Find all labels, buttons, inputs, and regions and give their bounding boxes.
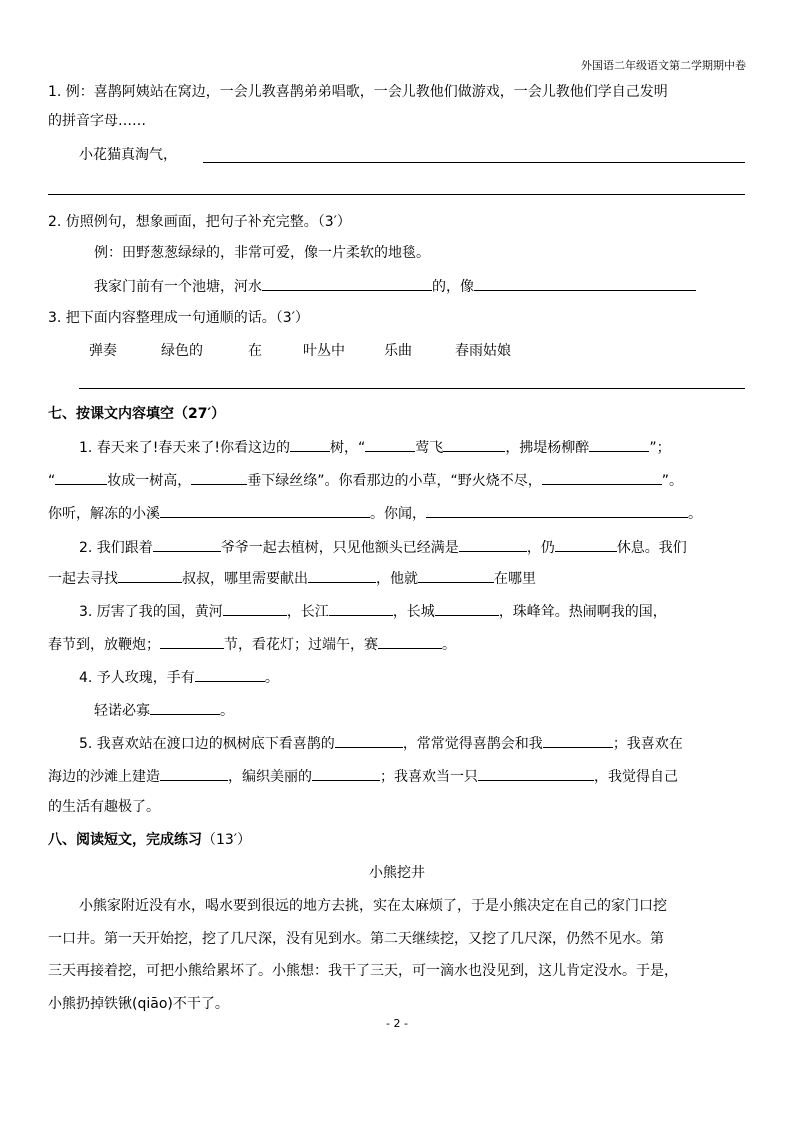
- s7-2-text: ，他就: [376, 571, 418, 587]
- s7-1-text: 你听，解冻的小溪: [48, 506, 160, 522]
- s7-5-text: 海边的沙滩上建造: [48, 769, 160, 785]
- page-number: - 2 -: [386, 1017, 408, 1030]
- q1-answer-line-1[interactable]: [203, 162, 745, 163]
- s7-item-1-line-3: [48, 503, 702, 524]
- s7-3-text: 节，看花灯；过端午，赛: [224, 637, 378, 653]
- s7-1-blank[interactable]: [426, 503, 688, 518]
- s7-1-text: 。你闻，: [370, 506, 426, 522]
- q3-word: 在: [248, 343, 262, 359]
- s7-item-4-line-2: [94, 700, 234, 721]
- s7-item-2-line-2: [48, 568, 536, 589]
- s7-2-text: 在哪里: [494, 571, 536, 587]
- s7-1-text: 垂下绿丝绦”。你看那边的小草，“野火烧不尽，: [247, 473, 542, 489]
- s7-1-text: 。: [688, 506, 702, 522]
- s7-5-text: ；我喜欢当一只: [380, 769, 478, 785]
- s7-1-blank[interactable]: [290, 437, 330, 452]
- s7-1-text: 莺飞: [415, 440, 444, 456]
- s7-5-text: ，常常觉得喜鹊会和我: [402, 736, 543, 752]
- s7-5-blank[interactable]: [335, 733, 403, 748]
- s7-5-text: ，编织美丽的: [228, 769, 312, 785]
- s7-2-blank[interactable]: [153, 537, 221, 552]
- s7-item-3-line-2: [48, 634, 456, 655]
- story-paragraph-line: 三天再接着挖，可把小熊给累坏了。小熊想：我干了三天，可一滴水也没见到，这儿肯定没水。于是，: [48, 963, 678, 979]
- s7-1-blank[interactable]: [160, 503, 370, 518]
- q3-word: 乐曲: [384, 343, 412, 359]
- s7-1-blank[interactable]: [589, 437, 649, 452]
- s7-3-blank[interactable]: [160, 634, 224, 649]
- story-paragraph-line: 小熊扔掉铁锹(qiāo)不干了。: [48, 996, 229, 1012]
- s7-2-text: 一起去寻找: [48, 571, 118, 587]
- s7-2-blank[interactable]: [308, 568, 376, 583]
- s7-2-blank[interactable]: [555, 537, 617, 552]
- s7-2-text: 爷爷一起去植树，只见他额头已经满是: [220, 540, 459, 556]
- s7-5-text: 5. 我喜欢站在渡口边的枫树底下看喜鹊的: [79, 736, 335, 752]
- q1-answer-line-2[interactable]: [48, 194, 745, 195]
- s7-4-blank[interactable]: [150, 700, 220, 715]
- s7-5-blank[interactable]: [543, 733, 613, 748]
- s7-3-text: 。: [442, 637, 456, 653]
- q3-title: 3. 把下面内容整理成一句通顺的话。（3′）: [48, 310, 309, 326]
- s7-3-blank[interactable]: [378, 634, 442, 649]
- q1-example-line-2: 的拼音字母……: [48, 113, 146, 129]
- s7-1-blank[interactable]: [542, 470, 662, 485]
- q2-text-a: 我家门前有一个池塘，河水: [94, 279, 262, 295]
- s7-item-1-line-1: [79, 437, 671, 458]
- s7-1-text: ”。: [661, 473, 684, 489]
- s7-1-text: 1. 春天来了!春天来了!你看这边的: [79, 440, 291, 456]
- section-8-title: 八、阅读短文，完成练习: [48, 832, 202, 848]
- q3-word: 弹奏: [89, 343, 117, 359]
- section-7-title: 七、按课文内容填空（27′）: [48, 406, 226, 422]
- q1-example-line-1: 1. 例：喜鹊阿姨站在窝边，一会儿教喜鹊弟弟唱歌，一会儿教他们做游戏，一会儿教他们学自己发明: [48, 84, 668, 100]
- s7-2-text: 休息。我们: [616, 540, 687, 556]
- s7-5-text: ；我喜欢在: [612, 736, 683, 752]
- s7-4-text: 轻诺必寡: [94, 703, 150, 719]
- s7-5-blank[interactable]: [160, 766, 228, 781]
- q3-word: 绿色的: [161, 343, 203, 359]
- story-paragraph-line: 小熊家附近没有水，喝水要到很远的地方去挑，实在太麻烦了，于是小熊决定在自己的家门口挖: [79, 898, 667, 914]
- s7-1-blank[interactable]: [191, 470, 247, 485]
- s7-item-4-line-1: [79, 667, 279, 688]
- s7-2-text: 叔叔，哪里需要献出: [182, 571, 308, 587]
- s7-item-5-line-1: [79, 733, 683, 754]
- q3-answer-line[interactable]: [79, 388, 745, 389]
- s7-2-text: ，仍: [526, 540, 555, 556]
- s7-5-blank[interactable]: [478, 766, 594, 781]
- q2-title: 2. 仿照例句，想象画面，把句子补充完整。（3′）: [48, 214, 351, 230]
- s7-1-blank[interactable]: [365, 437, 415, 452]
- q2-text-b: 的，像: [432, 279, 474, 295]
- s7-item-3-line-1: [79, 601, 667, 622]
- story-title: 小熊挖井: [369, 865, 425, 881]
- s7-1-text: “: [48, 473, 56, 489]
- page-header: 外国语二年级语文第二学期期中卷: [581, 59, 746, 72]
- s7-3-text: 春节到，放鞭炮；: [48, 637, 160, 653]
- s7-1-text: 妆成一树高，: [107, 473, 192, 489]
- s7-3-blank[interactable]: [329, 601, 393, 616]
- section-8-heading: [48, 830, 251, 850]
- q3-word: 春雨姑娘: [455, 343, 511, 359]
- s7-2-blank[interactable]: [118, 568, 182, 583]
- s7-5-blank[interactable]: [312, 766, 380, 781]
- s7-1-text: ，拂堤杨柳醉: [505, 440, 590, 456]
- s7-4-text: 4. 予人玫瑰，手有: [79, 670, 195, 686]
- s7-item-2-line-1: [79, 537, 687, 558]
- s7-4-blank[interactable]: [195, 667, 265, 682]
- s7-1-text: 树，“: [330, 440, 366, 456]
- q2-blank-2[interactable]: [474, 276, 696, 291]
- s7-2-blank[interactable]: [459, 537, 527, 552]
- s7-3-text: ，珠峰耸。热闹啊我的国，: [498, 604, 667, 620]
- q1-prompt: 小花猫真淘气，: [79, 147, 177, 163]
- s7-5-text: ，我觉得自己: [594, 769, 678, 785]
- s7-1-text: ”；: [649, 440, 671, 456]
- q3-word: 叶丛中: [303, 343, 345, 359]
- s7-1-blank[interactable]: [443, 437, 505, 452]
- s7-4-text: 。: [264, 670, 279, 686]
- s7-3-blank[interactable]: [435, 601, 499, 616]
- q2-example: 例：田野葱葱绿绿的，非常可爱，像一片柔软的地毯。: [94, 245, 430, 261]
- s7-2-blank[interactable]: [418, 568, 494, 583]
- s7-item-5-line-3: 的生活有趣极了。: [48, 799, 160, 815]
- s7-3-text: 3. 厉害了我的国，黄河: [79, 604, 223, 620]
- q2-blank-1[interactable]: [262, 276, 432, 291]
- s7-1-blank[interactable]: [55, 470, 107, 485]
- q2-sentence: [94, 276, 696, 297]
- s7-3-text: ，长城: [392, 604, 435, 620]
- section-8-score: （13′）: [202, 832, 251, 848]
- s7-3-blank[interactable]: [223, 601, 287, 616]
- s7-item-1-line-2: [48, 470, 683, 491]
- s7-item-5-line-2: [48, 766, 678, 787]
- s7-3-text: ，长江: [286, 604, 329, 620]
- story-paragraph-line: 一口井。第一天开始挖，挖了几尺深，没有见到水。第二天继续挖，又挖了几尺深，仍然不见水。第: [48, 931, 664, 947]
- s7-4-text: 。: [220, 703, 234, 719]
- s7-2-text: 2. 我们跟着: [79, 540, 153, 556]
